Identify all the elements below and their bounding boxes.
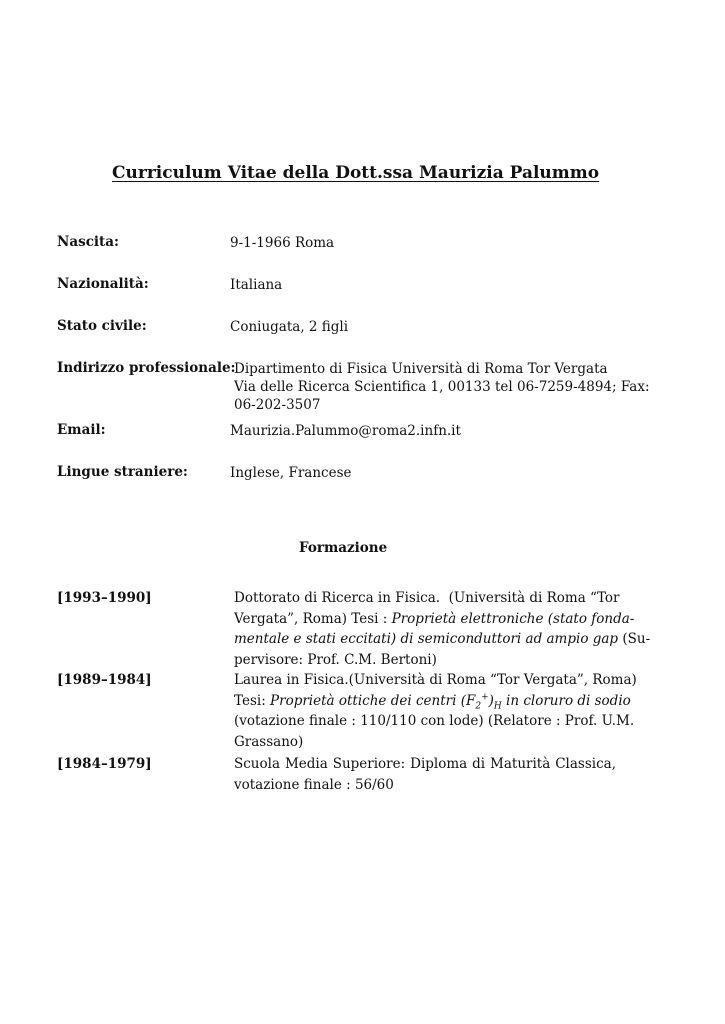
edu-entry-2 — [234, 670, 637, 752]
edu-2-line-2: Tesi: Proprietà ottiche dei centri $(F_2^+)_H$ in cloruro di sodio — [234, 692, 631, 712]
f2-formula: $(F_2^+)_H$ — [460, 692, 502, 712]
indirizzo-line-2: Via delle Ricerca Scientifica 1, 00133 tel 06-7259-4894; Fax: — [234, 379, 650, 395]
stato-civile-label: Stato civile: — [57, 318, 147, 334]
nazionalita-value: Italiana — [230, 277, 283, 293]
email-value[interactable]: Maurizia.Palummo@roma2.infn.it — [230, 423, 461, 439]
edu-2-line-1: Laurea in Fisica.(Università di Roma “Tor Vergata”, Roma) — [234, 672, 637, 688]
email-label: Email: — [57, 422, 106, 438]
nascita-value: 9-1-1966 Roma — [230, 235, 335, 251]
lingue-label: Lingue straniere: — [57, 464, 188, 480]
edu-3-line-2: votazione finale : 56/60 — [234, 776, 394, 793]
formazione-heading: Formazione — [299, 540, 388, 556]
nascita-label: Nascita: — [57, 234, 120, 250]
edu-1-line-2: Vergata”, Roma) Tesi : Proprietà elettroniche (stato fonda- — [234, 610, 635, 627]
indirizzo-label: Indirizzo professionale: — [57, 360, 236, 376]
edu-1-line-4: pervisore: Prof. C.M. Bertoni) — [234, 651, 437, 668]
edu-3-line-1: Scuola Media Superiore: Diploma di Maturità Classica, — [234, 756, 616, 772]
lingue-value: Inglese, Francese — [230, 465, 352, 481]
edu-years-2: [1989–1984] — [57, 672, 152, 688]
edu-1-line-3: mentale e stati eccitati) di semiconduttori ad ampio gap (Su- — [234, 631, 651, 647]
stato-civile-value: Coniugata, 2 figli — [230, 319, 349, 335]
indirizzo-line-3: 06-202-3507 — [234, 397, 321, 413]
edu-years-3: [1984–1979] — [57, 756, 152, 772]
nazionalita-label: Nazionalità: — [57, 276, 149, 292]
page-title: Curriculum Vitae della Dott.ssa Maurizia Palummo — [112, 163, 600, 183]
edu-entry-1 — [234, 588, 651, 670]
edu-2-line-4: Grassano) — [234, 733, 304, 750]
edu-1-line-1: Dottorato di Ricerca in Fisica. (Università di Roma “Tor — [234, 590, 620, 606]
edu-years-1: [1993–1990] — [57, 590, 152, 606]
edu-2-line-3: (votazione finale : 110/110 con lode) (Relatore : Prof. U.M. — [234, 713, 635, 729]
indirizzo-line-1: Dipartimento di Fisica Università di Roma Tor Vergata — [234, 361, 608, 377]
edu-entry-3 — [234, 754, 616, 795]
